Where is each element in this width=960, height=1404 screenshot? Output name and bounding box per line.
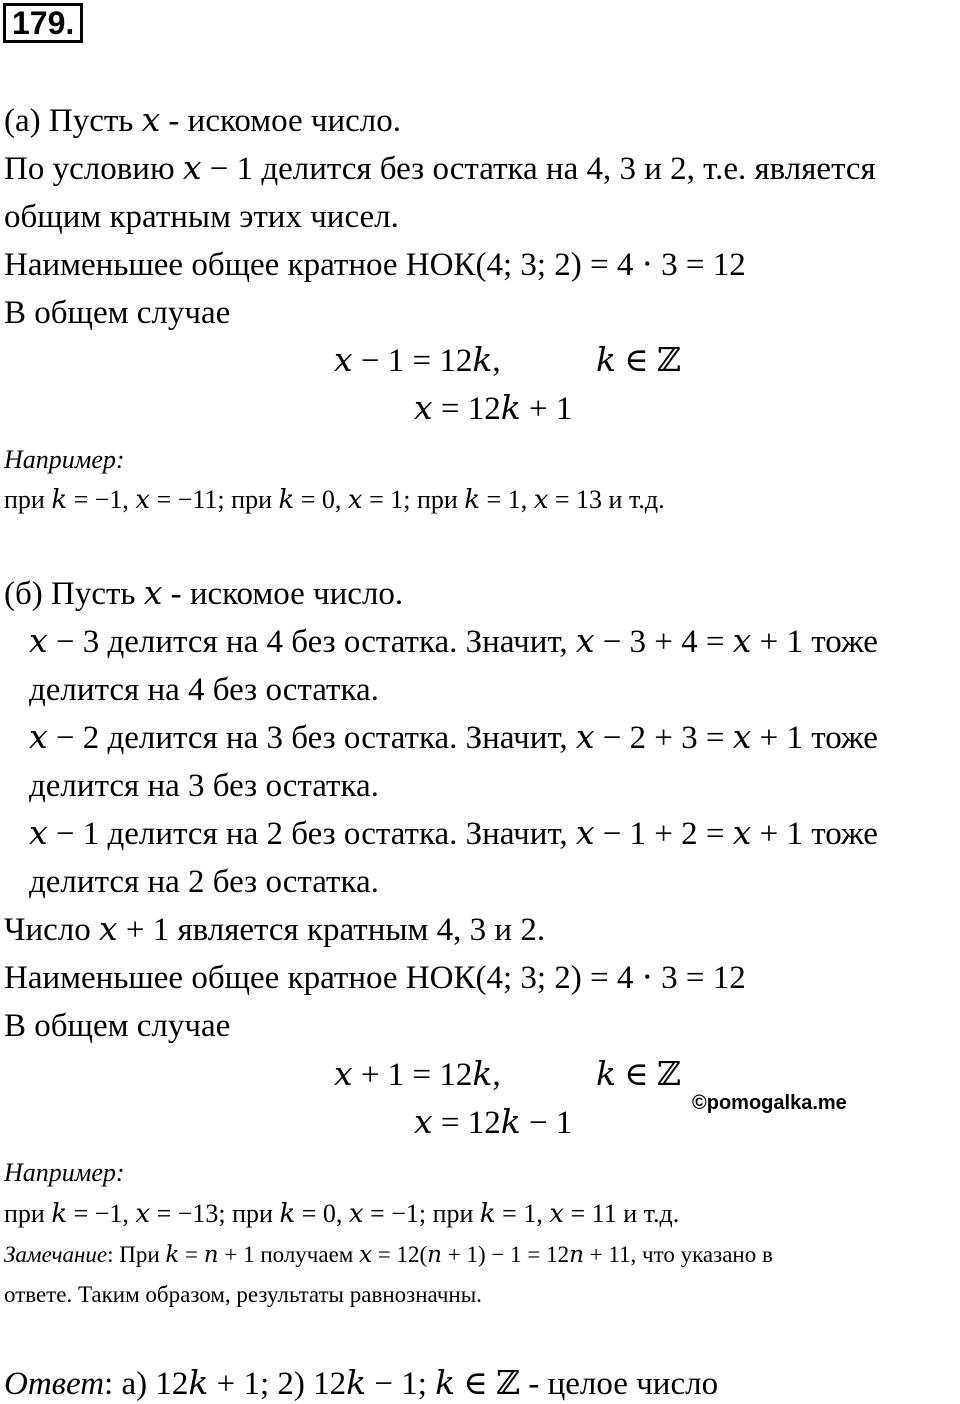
part-a-example-label: Например: — [4, 445, 125, 474]
part-b-line-5: 𝑥 − 1 делится на 2 без остатка. Значит, 𝑥 − 1 + 2 = 𝑥 + 1 тоже — [29, 816, 878, 852]
part-a-equation-1-domain: 𝑘 ∈ ℤ — [596, 343, 682, 379]
part-b-intro: (б) Пусть 𝑥 - искомое число. — [4, 576, 404, 612]
part-a-line-4: В общем случае — [4, 295, 231, 331]
part-b-line-9: В общем случае — [4, 1008, 231, 1044]
problem-number: 179. — [3, 3, 83, 43]
part-b-example-label: Например: — [4, 1158, 125, 1187]
note-label: Замечание — [4, 1242, 108, 1267]
part-a-line-2: общим кратным этих чисел. — [4, 199, 399, 235]
answer-text: : а) 12𝑘 + 1; 2) 12𝑘 − 1; 𝑘 ∈ ℤ - целое число — [104, 1366, 719, 1402]
part-b-example: при 𝑘 = −1, 𝑥 = −13; при 𝑘 = 0, 𝑥 = −1; при 𝑘 = 1, 𝑥 = 11 и т.д. — [4, 1199, 680, 1228]
part-a-intro: (а) Пусть 𝑥 - искомое число. — [4, 103, 402, 139]
part-b-line-3: 𝑥 − 2 делится на 3 без остатка. Значит, 𝑥 − 2 + 3 = 𝑥 + 1 тоже — [29, 720, 878, 756]
part-b-note-line-2: ответе. Таким образом, результаты равнозначны. — [4, 1282, 482, 1307]
part-b-line-1: 𝑥 − 3 делится на 4 без остатка. Значит, 𝑥 − 3 + 4 = 𝑥 + 1 тоже — [29, 624, 878, 660]
part-b-equation-1: 𝑥 + 1 = 12𝑘, — [334, 1057, 501, 1093]
part-a-line-1: По условию 𝑥 − 1 делится без остатка на 4, 3 и 2, т.е. является — [4, 151, 876, 187]
part-a-equation-2: 𝑥 = 12𝑘 + 1 — [414, 391, 573, 427]
part-b-line-8: Наименьшее общее кратное НОК(4; 3; 2) = 4 ⋅ 3 = 12 — [4, 960, 746, 996]
part-a-line-3: Наименьшее общее кратное НОК(4; 3; 2) = 4 ⋅ 3 = 12 — [4, 247, 746, 283]
part-b-equation-1-domain: 𝑘 ∈ ℤ — [596, 1057, 682, 1093]
part-b-line-2: делится на 4 без остатка. — [29, 672, 379, 708]
watermark: ©pomogalka.me — [692, 1092, 847, 1114]
part-b-note-line-1 — [4, 1240, 773, 1270]
answer-label: Ответ — [4, 1366, 105, 1402]
note-text: : При 𝑘 = 𝑛 + 1 получаем 𝑥 = 12(𝑛 + 1) − 1 = 12𝑛 + 11, что указано в — [107, 1242, 773, 1267]
part-b-line-6: делится на 2 без остатка. — [29, 864, 379, 900]
part-b-line-4: делится на 3 без остатка. — [29, 768, 379, 804]
part-a-example: при 𝑘 = −1, 𝑥 = −11; при 𝑘 = 0, 𝑥 = 1; при 𝑘 = 1, 𝑥 = 13 и т.д. — [4, 485, 665, 514]
part-b-line-7: Число 𝑥 + 1 является кратным 4, 3 и 2. — [4, 912, 546, 948]
part-b-equation-2: 𝑥 = 12𝑘 − 1 — [414, 1105, 573, 1141]
part-a-equation-1: 𝑥 − 1 = 12𝑘, — [334, 343, 501, 379]
answer-line — [4, 1364, 718, 1404]
